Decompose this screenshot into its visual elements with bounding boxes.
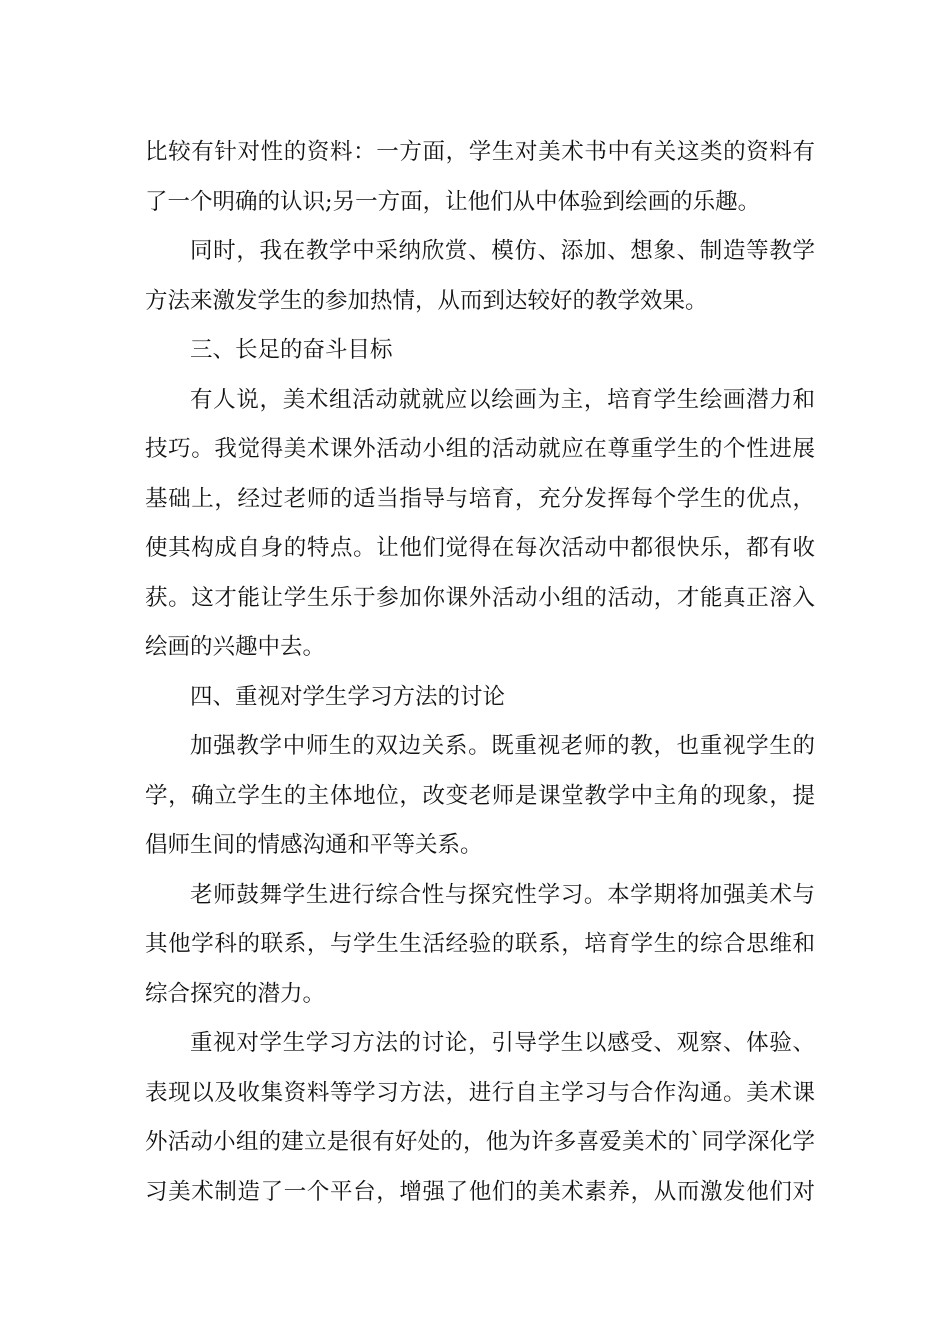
text-line: 倡师生间的情感沟通和平等关系。 (145, 832, 483, 858)
text-line: 了一个明确的认识;另一方面，让他们从中体验到绘画的乐趣。 (145, 189, 761, 215)
text-line: 基础上，经过老师的适当指导与培育，充分发挥每个学生的优点， (145, 486, 815, 512)
text-line: 外活动小组的建立是很有好处的，他为许多喜爱美术的`同学深化学 (145, 1129, 815, 1155)
text-line: 比较有针对性的资料：一方面，学生对美术书中有关这类的资料有 (145, 139, 815, 165)
text-line: 有人说，美术组活动就就应以绘画为主，培育学生绘画潜力和 (190, 387, 815, 413)
text-line: 方法来激发学生的参加热情，从而到达较好的教学效果。 (145, 288, 708, 314)
text-line: 老师鼓舞学生进行综合性与探究性学习。本学期将加强美术与 (190, 882, 815, 908)
text-line: 综合探究的潜力。 (145, 981, 326, 1007)
text-line: 加强教学中师生的双边关系。既重视老师的教，也重视学生的 (190, 733, 815, 759)
section-heading: 四、重视对学生学习方法的讨论 (190, 684, 506, 710)
text-line: 同时，我在教学中采纳欣赏、模仿、添加、想象、制造等教学 (190, 238, 815, 264)
text-line: 技巧。我觉得美术课外活动小组的活动就应在尊重学生的个性进展 (145, 436, 815, 462)
text-line: 绘画的兴趣中去。 (145, 634, 326, 660)
text-line: 学，确立学生的主体地位，改变老师是课堂教学中主角的现象，提 (145, 783, 815, 809)
text-line: 使其构成自身的特点。让他们觉得在每次活动中都很快乐，都有收 (145, 535, 815, 561)
text-line: 习美术制造了一个平台，增强了他们的美术素养，从而激发他们对 (145, 1179, 815, 1205)
section-heading: 三、长足的奋斗目标 (190, 337, 393, 363)
text-line: 表现以及收集资料等学习方法，进行自主学习与合作沟通。美术课 (145, 1080, 815, 1106)
text-line: 获。这才能让学生乐于参加你课外活动小组的活动，才能真正溶入 (145, 585, 815, 611)
text-line: 重视对学生学习方法的讨论，引导学生以感受、观察、体验、 (190, 1030, 815, 1056)
text-line: 其他学科的联系，与学生生活经验的联系，培育学生的综合思维和 (145, 931, 815, 957)
